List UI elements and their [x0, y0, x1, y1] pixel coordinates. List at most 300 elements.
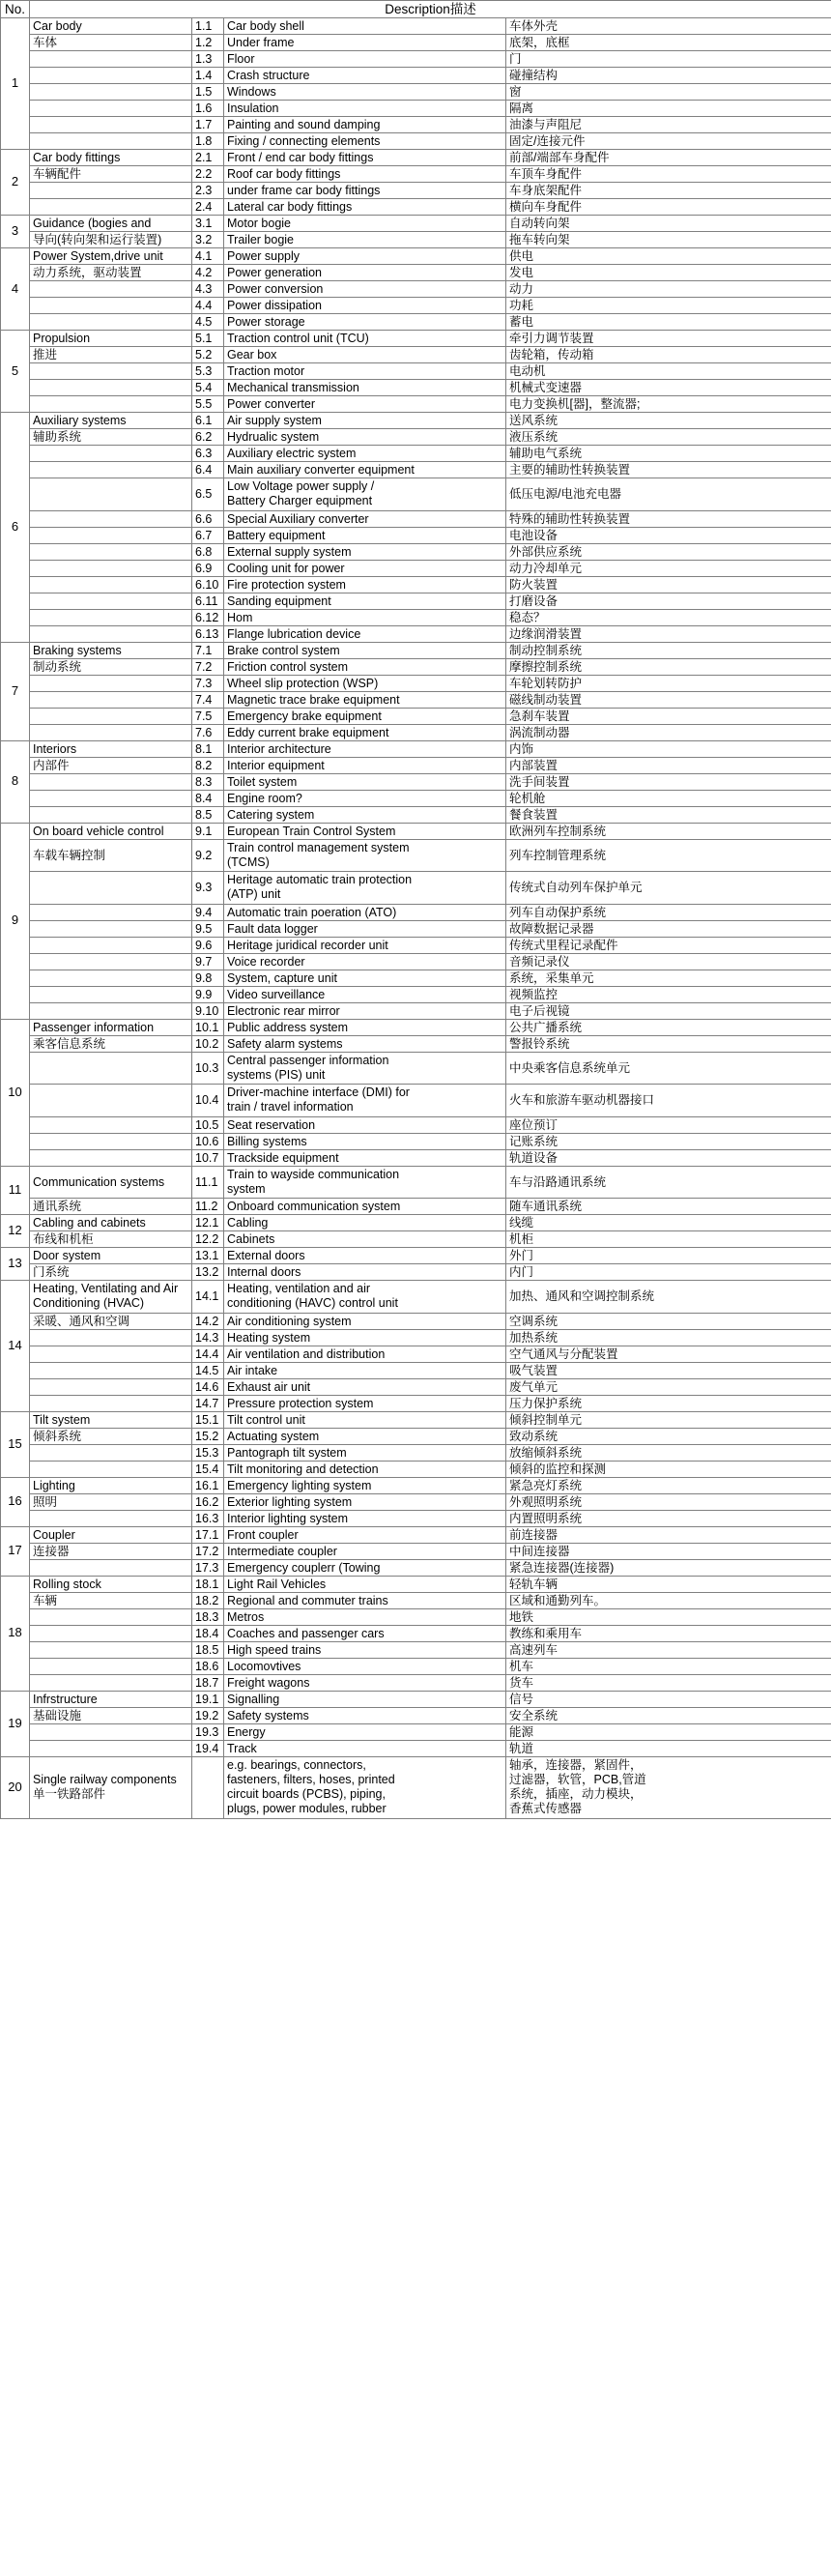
item-description-cn: 送风系统	[506, 413, 831, 429]
item-description-cn: 窗	[506, 84, 831, 101]
item-description-cn: 座位预订	[506, 1116, 831, 1133]
item-description-cn: 随车通讯系统	[506, 1199, 831, 1215]
system-name-en: Car body fittings	[30, 150, 192, 166]
item-number: 1.6	[192, 101, 224, 117]
item-description-cn: 机车	[506, 1658, 831, 1674]
item-description-cn: 车体外壳	[506, 18, 831, 35]
item-description-cn: 磁线制动装置	[506, 691, 831, 708]
item-number: 4.2	[192, 265, 224, 281]
item-description-cn: 轮机舱	[506, 790, 831, 806]
item-description-en: Car body shell	[224, 18, 506, 35]
table-row	[1, 133, 831, 150]
row-number: 3	[1, 216, 30, 248]
item-description-en: Insulation	[224, 101, 506, 117]
item-description-cn: 列车控制管理系统	[506, 839, 831, 872]
item-description-en: Safety systems	[224, 1707, 506, 1723]
item-description-en: Toilet system	[224, 773, 506, 790]
item-description-en: Air conditioning system	[224, 1313, 506, 1329]
item-description-en: Voice recorder	[224, 953, 506, 970]
row-number: 4	[1, 248, 30, 331]
item-description-cn: 内饰	[506, 740, 831, 757]
system-spacer	[30, 298, 192, 314]
item-description-en: Internal doors	[224, 1264, 506, 1281]
system-name-cn: 采暖、通风和空调	[30, 1313, 192, 1329]
item-description-en: Emergency brake equipment	[224, 708, 506, 724]
row-number: 10	[1, 1019, 30, 1166]
item-description-cn: 警报铃系统	[506, 1035, 831, 1052]
table-row	[1, 1576, 831, 1592]
item-number: 9.7	[192, 953, 224, 970]
system-name-en: Guidance (bogies and	[30, 216, 192, 232]
item-description-cn: 中间连接器	[506, 1543, 831, 1559]
table-row	[1, 68, 831, 84]
table-row	[1, 35, 831, 51]
item-number: 18.7	[192, 1674, 224, 1691]
item-number: 18.4	[192, 1625, 224, 1641]
table-row	[1, 1658, 831, 1674]
item-description-en: External doors	[224, 1248, 506, 1264]
item-description-cn: 电子后视镜	[506, 1002, 831, 1019]
item-description-cn: 打磨设备	[506, 593, 831, 609]
item-description-en: Electronic rear mirror	[224, 1002, 506, 1019]
table-row	[1, 1264, 831, 1281]
item-number: 9.9	[192, 986, 224, 1002]
system-spacer	[30, 806, 192, 823]
item-description-cn: 吸气装置	[506, 1362, 831, 1378]
row-number: 9	[1, 823, 30, 1019]
item-description-cn: 安全系统	[506, 1707, 831, 1723]
item-number	[192, 1756, 224, 1818]
item-description-cn: 货车	[506, 1674, 831, 1691]
system-name-cn: 内部件	[30, 757, 192, 773]
row-number: 20	[1, 1756, 30, 1818]
system-name-cn: 辅助系统	[30, 429, 192, 446]
table-row	[1, 953, 831, 970]
item-description-en: Coaches and passenger cars	[224, 1625, 506, 1641]
table-row	[1, 380, 831, 396]
system-name-cn: 乘客信息系统	[30, 1035, 192, 1052]
item-description-en: Pantograph tilt system	[224, 1444, 506, 1461]
item-description-cn: 教练和乘用车	[506, 1625, 831, 1641]
item-description-cn: 轴承，连接器，紧固件， 过滤器，软管，PCB,管道 系统，插座，动力模块， 香蕉式传感器	[506, 1756, 831, 1818]
system-name-en: Tilt system	[30, 1411, 192, 1428]
item-description-cn: 中央乘客信息系统单元	[506, 1052, 831, 1085]
item-description-en: System, capture unit	[224, 970, 506, 986]
table-row	[1, 691, 831, 708]
table-row	[1, 593, 831, 609]
system-spacer	[30, 872, 192, 905]
system-spacer	[30, 986, 192, 1002]
system-spacer	[30, 1674, 192, 1691]
item-description-en: Catering system	[224, 806, 506, 823]
table-row	[1, 1378, 831, 1395]
item-number: 9.4	[192, 904, 224, 920]
item-description-en: Power converter	[224, 396, 506, 413]
item-number: 9.10	[192, 1002, 224, 1019]
item-description-cn: 自动转向架	[506, 216, 831, 232]
system-spacer	[30, 380, 192, 396]
item-number: 1.8	[192, 133, 224, 150]
item-description-en: Lateral car body fittings	[224, 199, 506, 216]
item-description-en: Fault data logger	[224, 920, 506, 937]
row-number: 17	[1, 1526, 30, 1576]
system-spacer	[30, 117, 192, 133]
system-name-cn: 基础设施	[30, 1707, 192, 1723]
system-spacer	[30, 593, 192, 609]
table-row	[1, 1592, 831, 1608]
item-description-en: Mechanical transmission	[224, 380, 506, 396]
item-number: 6.10	[192, 576, 224, 593]
item-description-cn: 发电	[506, 265, 831, 281]
row-number: 5	[1, 331, 30, 413]
item-description-en: Interior equipment	[224, 757, 506, 773]
table-row	[1, 1199, 831, 1215]
item-number: 15.2	[192, 1428, 224, 1444]
item-number: 8.2	[192, 757, 224, 773]
item-description-cn: 列车自动保护系统	[506, 904, 831, 920]
system-spacer	[30, 1641, 192, 1658]
item-description-cn: 轻轨车辆	[506, 1576, 831, 1592]
table-row	[1, 1510, 831, 1526]
table-row	[1, 1019, 831, 1035]
item-description-cn: 轨道	[506, 1740, 831, 1756]
item-number: 9.8	[192, 970, 224, 986]
table-row	[1, 1313, 831, 1329]
table-row	[1, 1035, 831, 1052]
item-number: 18.6	[192, 1658, 224, 1674]
item-description-en: Driver-machine interface (DMI) for train / travel information	[224, 1085, 506, 1117]
item-description-cn: 制动控制系统	[506, 642, 831, 658]
table-row	[1, 1477, 831, 1493]
item-description-cn: 高速列车	[506, 1641, 831, 1658]
item-number: 3.2	[192, 232, 224, 248]
table-row	[1, 757, 831, 773]
item-description-cn: 倾斜的监控和探测	[506, 1461, 831, 1477]
system-spacer	[30, 1362, 192, 1378]
system-name-cn: 推进	[30, 347, 192, 363]
table-row	[1, 625, 831, 642]
item-description-en: Track	[224, 1740, 506, 1756]
item-description-cn: 蓄电	[506, 314, 831, 331]
item-number: 16.1	[192, 1477, 224, 1493]
item-description-en: Exhaust air unit	[224, 1378, 506, 1395]
item-description-en: Pressure protection system	[224, 1395, 506, 1411]
system-spacer	[30, 1149, 192, 1166]
item-description-en: Cabling	[224, 1215, 506, 1231]
system-spacer	[30, 1461, 192, 1477]
system-name-cn: 车辆配件	[30, 166, 192, 183]
table-row	[1, 1707, 831, 1723]
item-description-en: Energy	[224, 1723, 506, 1740]
item-description-cn: 机械式变速器	[506, 380, 831, 396]
table-row	[1, 1231, 831, 1248]
item-number: 14.1	[192, 1281, 224, 1314]
system-spacer	[30, 133, 192, 150]
item-description-en: Motor bogie	[224, 216, 506, 232]
item-description-cn: 致动系统	[506, 1428, 831, 1444]
item-description-en: Cooling unit for power	[224, 560, 506, 576]
item-number: 4.1	[192, 248, 224, 265]
system-spacer	[30, 183, 192, 199]
item-number: 15.3	[192, 1444, 224, 1461]
table-row	[1, 806, 831, 823]
item-description-cn: 机柜	[506, 1231, 831, 1248]
item-description-en: Engine room?	[224, 790, 506, 806]
system-spacer	[30, 937, 192, 953]
table-row	[1, 1248, 831, 1264]
header-description: Description描述	[30, 1, 831, 18]
system-name-cn: 通讯系统	[30, 1199, 192, 1215]
header-no: No.	[1, 1, 30, 18]
item-description-en: Trailer bogie	[224, 232, 506, 248]
item-description-cn: 车顶车身配件	[506, 166, 831, 183]
item-description-cn: 欧洲列车控制系统	[506, 823, 831, 839]
item-description-en: Interior lighting system	[224, 1510, 506, 1526]
system-spacer	[30, 1510, 192, 1526]
item-number: 8.1	[192, 740, 224, 757]
system-spacer	[30, 1378, 192, 1395]
item-description-en: Floor	[224, 51, 506, 68]
item-number: 13.2	[192, 1264, 224, 1281]
item-number: 17.3	[192, 1559, 224, 1576]
item-description-cn: 加热系统	[506, 1329, 831, 1346]
item-description-cn: 横向车身配件	[506, 199, 831, 216]
item-number: 9.6	[192, 937, 224, 953]
item-number: 14.7	[192, 1395, 224, 1411]
item-number: 10.2	[192, 1035, 224, 1052]
item-number: 17.2	[192, 1543, 224, 1559]
item-description-en: Fire protection system	[224, 576, 506, 593]
item-number: 12.2	[192, 1231, 224, 1248]
system-spacer	[30, 101, 192, 117]
system-name-cn: 车载车辆控制	[30, 839, 192, 872]
system-spacer	[30, 773, 192, 790]
table-row	[1, 51, 831, 68]
item-description-en: Battery equipment	[224, 527, 506, 543]
item-description-cn: 辅助电气系统	[506, 446, 831, 462]
item-description-cn: 隔离	[506, 101, 831, 117]
system-name-cn: 动力系统，驱动装置	[30, 265, 192, 281]
item-number: 4.3	[192, 281, 224, 298]
item-number: 6.5	[192, 478, 224, 511]
item-description-cn: 齿轮箱，传动箱	[506, 347, 831, 363]
system-name-en: Lighting	[30, 1477, 192, 1493]
system-spacer	[30, 281, 192, 298]
item-number: 17.1	[192, 1526, 224, 1543]
system-name-en: Auxiliary systems	[30, 413, 192, 429]
item-number: 1.5	[192, 84, 224, 101]
item-description-en: Trackside equipment	[224, 1149, 506, 1166]
table-row	[1, 724, 831, 740]
item-description-cn: 急刹车装置	[506, 708, 831, 724]
table-row	[1, 1116, 831, 1133]
table-row	[1, 1493, 831, 1510]
table-row	[1, 740, 831, 757]
table-row	[1, 1461, 831, 1477]
item-description-en: European Train Control System	[224, 823, 506, 839]
item-description-cn: 功耗	[506, 298, 831, 314]
item-description-cn: 公共广播系统	[506, 1019, 831, 1035]
item-description-cn: 外部供应系统	[506, 543, 831, 560]
item-description-cn: 内置照明系统	[506, 1510, 831, 1526]
item-description-en: Traction motor	[224, 363, 506, 380]
item-number: 6.11	[192, 593, 224, 609]
item-number: 11.1	[192, 1166, 224, 1199]
item-description-cn: 空调系统	[506, 1313, 831, 1329]
item-description-cn: 废气单元	[506, 1378, 831, 1395]
system-spacer	[30, 1116, 192, 1133]
item-description-en: e.g. bearings, connectors, fasteners, filters, hoses, printed circuit boards (PCBS), piping, plugs, power modules, rubber	[224, 1756, 506, 1818]
table-row	[1, 347, 831, 363]
item-description-cn: 动力	[506, 281, 831, 298]
item-number: 9.1	[192, 823, 224, 839]
item-description-cn: 压力保护系统	[506, 1395, 831, 1411]
system-spacer	[30, 363, 192, 380]
item-description-en: Public address system	[224, 1019, 506, 1035]
row-number: 11	[1, 1166, 30, 1215]
item-description-en: under frame car body fittings	[224, 183, 506, 199]
item-description-en: High speed trains	[224, 1641, 506, 1658]
item-description-en: Power conversion	[224, 281, 506, 298]
item-description-en: Magnetic trace brake equipment	[224, 691, 506, 708]
system-spacer	[30, 51, 192, 68]
item-number: 5.4	[192, 380, 224, 396]
table-row	[1, 1740, 831, 1756]
item-number: 1.3	[192, 51, 224, 68]
table-row	[1, 478, 831, 511]
table-row	[1, 1215, 831, 1231]
item-description-en: Onboard communication system	[224, 1199, 506, 1215]
system-spacer	[30, 904, 192, 920]
item-description-cn: 信号	[506, 1691, 831, 1707]
row-number: 19	[1, 1691, 30, 1756]
item-description-en: Wheel slip protection (WSP)	[224, 675, 506, 691]
system-name-en: Propulsion	[30, 331, 192, 347]
item-description-en: Automatic train poeration (ATO)	[224, 904, 506, 920]
item-description-cn: 摩擦控制系统	[506, 658, 831, 675]
item-description-cn: 加热、通风和空调控制系统	[506, 1281, 831, 1314]
item-description-en: Intermediate coupler	[224, 1543, 506, 1559]
system-name-en: Power System,drive unit	[30, 248, 192, 265]
item-number: 10.5	[192, 1116, 224, 1133]
system-name-en: Communication systems	[30, 1166, 192, 1199]
item-description-cn: 线缆	[506, 1215, 831, 1231]
item-number: 16.3	[192, 1510, 224, 1526]
item-description-cn: 能源	[506, 1723, 831, 1740]
item-description-en: Video surveillance	[224, 986, 506, 1002]
table-row	[1, 298, 831, 314]
system-spacer	[30, 1052, 192, 1085]
system-name-cn: 车辆	[30, 1592, 192, 1608]
item-description-en: Front / end car body fittings	[224, 150, 506, 166]
item-number: 6.13	[192, 625, 224, 642]
item-number: 12.1	[192, 1215, 224, 1231]
system-name-en: Passenger information	[30, 1019, 192, 1035]
system-name-en: Infrstructure	[30, 1691, 192, 1707]
item-number: 7.4	[192, 691, 224, 708]
item-description-cn: 紧急连接器(连接器)	[506, 1559, 831, 1576]
item-number: 1.7	[192, 117, 224, 133]
item-number: 8.4	[192, 790, 224, 806]
table-row	[1, 675, 831, 691]
item-number: 5.3	[192, 363, 224, 380]
system-spacer	[30, 708, 192, 724]
item-description-cn: 底架，底框	[506, 35, 831, 51]
item-description-en: Central passenger information systems (PIS) unit	[224, 1052, 506, 1085]
system-name-cn: 连接器	[30, 1543, 192, 1559]
item-number: 6.3	[192, 446, 224, 462]
table-row	[1, 1723, 831, 1740]
table-row	[1, 1411, 831, 1428]
table-row	[1, 1428, 831, 1444]
item-number: 6.6	[192, 510, 224, 527]
item-description-en: Friction control system	[224, 658, 506, 675]
system-spacer	[30, 691, 192, 708]
system-spacer	[30, 1740, 192, 1756]
table-row	[1, 18, 831, 35]
system-spacer	[30, 675, 192, 691]
item-description-cn: 主要的辅助性转换装置	[506, 462, 831, 478]
system-spacer	[30, 1625, 192, 1641]
item-description-cn: 前部/端部车身配件	[506, 150, 831, 166]
item-description-cn: 电动机	[506, 363, 831, 380]
table-row	[1, 1674, 831, 1691]
item-description-en: Gear box	[224, 347, 506, 363]
item-number: 15.4	[192, 1461, 224, 1477]
item-description-en: Front coupler	[224, 1526, 506, 1543]
table-row	[1, 937, 831, 953]
system-spacer	[30, 1346, 192, 1362]
table-row	[1, 1543, 831, 1559]
item-description-en: Low Voltage power supply / Battery Charger equipment	[224, 478, 506, 511]
item-number: 7.6	[192, 724, 224, 740]
system-spacer	[30, 1608, 192, 1625]
table-row	[1, 1444, 831, 1461]
table-row	[1, 363, 831, 380]
system-spacer	[30, 1085, 192, 1117]
item-description-cn: 内部装置	[506, 757, 831, 773]
item-number: 19.4	[192, 1740, 224, 1756]
item-description-en: Main auxiliary converter equipment	[224, 462, 506, 478]
table-row	[1, 527, 831, 543]
item-number: 9.2	[192, 839, 224, 872]
system-name: Single railway components 单一铁路部件	[30, 1756, 192, 1818]
system-name-en: Door system	[30, 1248, 192, 1264]
item-description-cn: 车轮划转防护	[506, 675, 831, 691]
table-row	[1, 1691, 831, 1707]
system-spacer	[30, 462, 192, 478]
item-description-en: Special Auxiliary converter	[224, 510, 506, 527]
system-spacer	[30, 314, 192, 331]
item-description-cn: 火车和旅游车驱动机器接口	[506, 1085, 831, 1117]
table-row	[1, 609, 831, 625]
table-row	[1, 1625, 831, 1641]
item-description-cn: 内门	[506, 1264, 831, 1281]
item-number: 5.1	[192, 331, 224, 347]
item-number: 6.12	[192, 609, 224, 625]
item-number: 5.5	[192, 396, 224, 413]
table-row	[1, 1052, 831, 1085]
system-spacer	[30, 396, 192, 413]
item-description-cn: 故障数据记录器	[506, 920, 831, 937]
item-description-cn: 稳态？	[506, 609, 831, 625]
item-description-cn: 门	[506, 51, 831, 68]
item-description-en: Light Rail Vehicles	[224, 1576, 506, 1592]
row-number: 16	[1, 1477, 30, 1526]
item-description-cn: 特殊的辅助性转换装置	[506, 510, 831, 527]
system-spacer	[30, 920, 192, 937]
item-number: 19.2	[192, 1707, 224, 1723]
